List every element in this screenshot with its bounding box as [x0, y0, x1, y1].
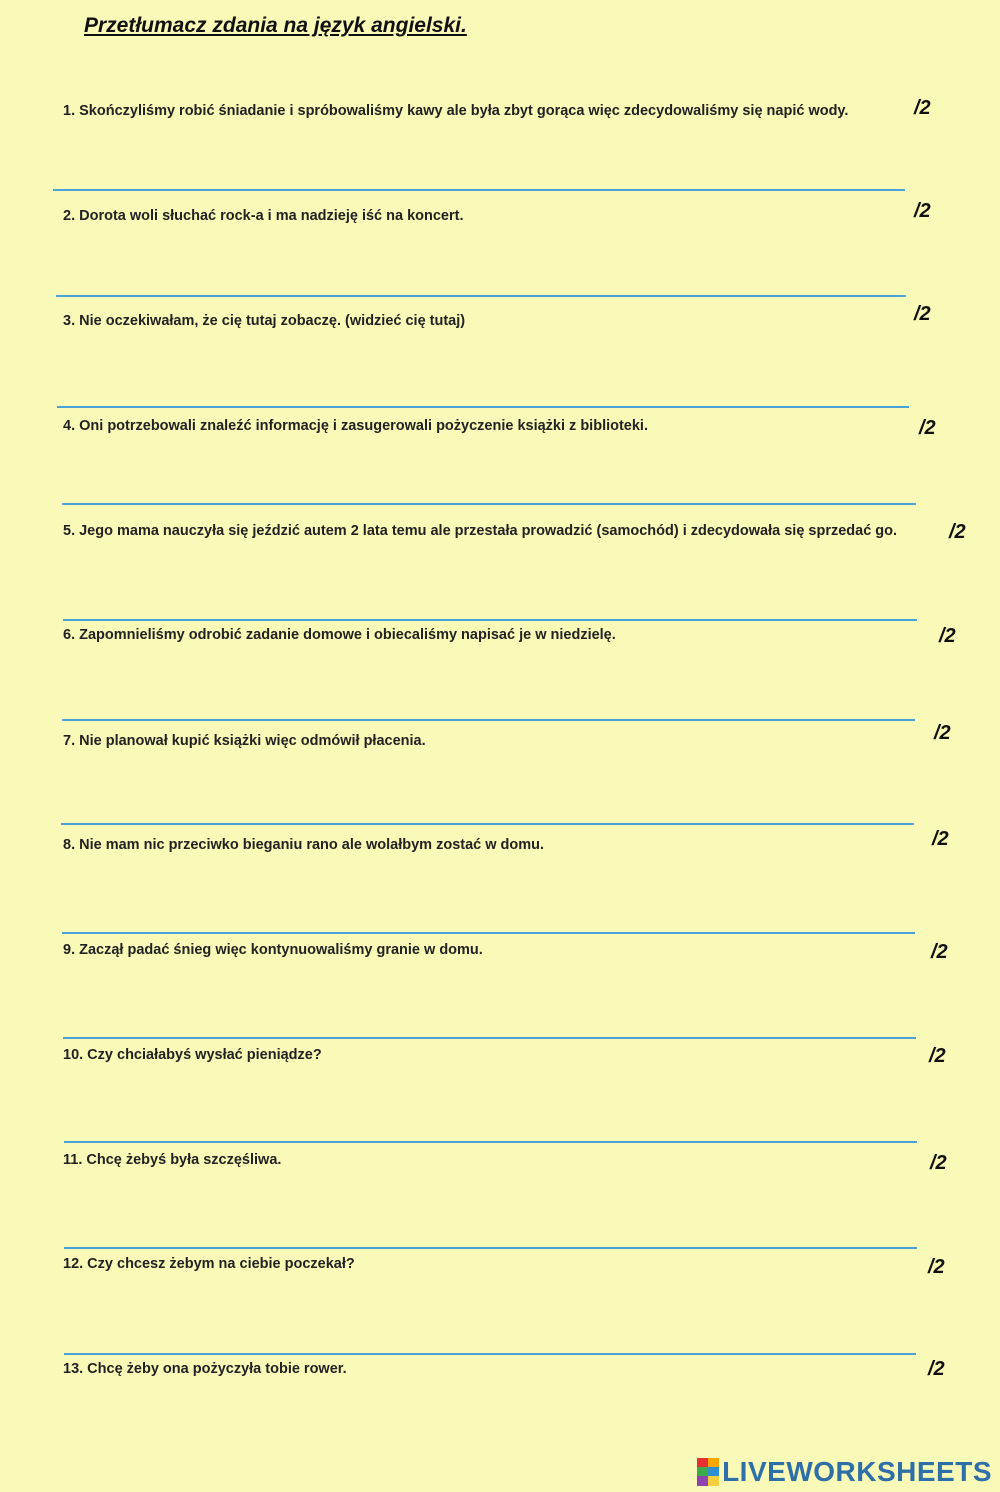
question-1-text: 1. Skończyliśmy robić śniadanie i spróbowaliśmy kawy ale była zbyt gorąca więc zdecydowaliśmy się napić wody.	[63, 103, 849, 119]
question-4-text: 4. Oni potrzebowali znaleźć informację i zasugerowali pożyczenie książki z biblioteki.	[63, 418, 648, 434]
question-8-answer-field[interactable]	[62, 932, 915, 934]
question-10-answer-field[interactable]	[64, 1141, 917, 1143]
worksheet-title: Przetłumacz zdania na język angielski.	[84, 14, 467, 37]
question-9-score: /2	[931, 941, 948, 963]
question-3-answer-field[interactable]	[57, 406, 909, 408]
question-7-score: /2	[934, 722, 951, 744]
question-10-score: /2	[929, 1045, 946, 1067]
question-10-text: 10. Czy chciałabyś wysłać pieniądze?	[63, 1047, 322, 1063]
question-9-text: 9. Zaczął padać śnieg więc kontynuowaliśmy granie w domu.	[63, 942, 483, 958]
question-2-text: 2. Dorota woli słuchać rock-a i ma nadzieję iść na koncert.	[63, 208, 464, 224]
question-9-answer-field[interactable]	[63, 1037, 916, 1039]
question-3-text: 3. Nie oczekiwałam, że cię tutaj zobaczę. (widzieć cię tutaj)	[63, 313, 466, 329]
question-2-answer-field[interactable]	[56, 295, 906, 297]
question-5-score: /2	[949, 521, 966, 543]
question-6-text: 6. Zapomnieliśmy odrobić zadanie domowe i obiecaliśmy napisać je w niedzielę.	[63, 627, 616, 643]
question-4-score: /2	[919, 417, 936, 439]
question-13-text: 13. Chcę żeby ona pożyczyła tobie rower.	[63, 1361, 347, 1377]
question-1-answer-field[interactable]	[53, 189, 905, 191]
question-11-text: 11. Chcę żebyś była szczęśliwa.	[63, 1152, 282, 1168]
question-11-score: /2	[930, 1152, 947, 1174]
question-8-text: 8. Nie mam nic przeciwko bieganiu rano ale wolałbym zostać w domu.	[63, 837, 545, 853]
question-12-text: 12. Czy chcesz żebym na ciebie poczekał?	[63, 1256, 355, 1272]
question-11-answer-field[interactable]	[64, 1247, 917, 1249]
question-8-score: /2	[932, 828, 949, 850]
question-4-answer-field[interactable]	[62, 503, 916, 505]
question-12-answer-field[interactable]	[64, 1353, 916, 1355]
liveworksheets-logo	[697, 1456, 992, 1488]
question-5-text: 5. Jego mama nauczyła się jeździć autem 2 lata temu ale przestała prowadzić (samochód) i zdecydowała się sprzedać go.	[63, 523, 898, 539]
question-6-answer-field[interactable]	[62, 719, 915, 721]
question-7-answer-field[interactable]	[61, 823, 914, 825]
question-5-answer-field[interactable]	[63, 619, 917, 621]
question-7-text: 7. Nie planował kupić książki więc odmówił płacenia.	[63, 733, 426, 749]
question-12-score: /2	[928, 1256, 945, 1278]
question-2-score: /2	[914, 200, 931, 222]
liveworksheets-logo-text: LIVEWORKSHEETS	[722, 1456, 992, 1487]
question-1-score: /2	[914, 97, 931, 119]
question-6-score: /2	[939, 625, 956, 647]
question-3-score: /2	[914, 303, 931, 325]
liveworksheets-logo-icon	[697, 1458, 719, 1486]
question-13-score: /2	[928, 1358, 945, 1380]
